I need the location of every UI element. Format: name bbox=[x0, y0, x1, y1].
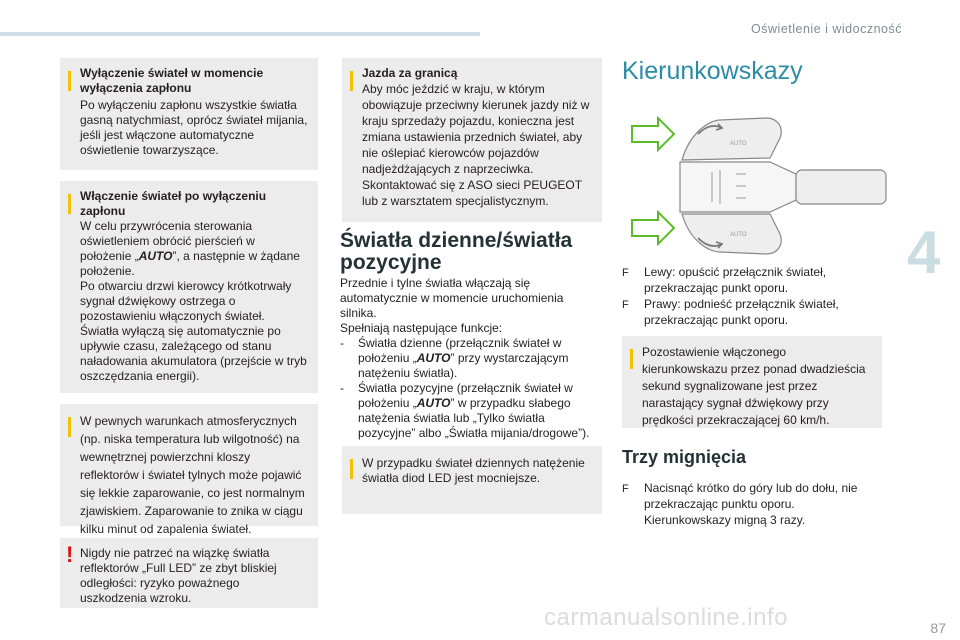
note-text: Po otwarciu drzwi kierowcy krótkotrwały sygnał dźwiękowy ostrzega o pozostawieniu włączonych świateł. bbox=[80, 279, 292, 323]
paragraph: Spełniają następujące funkcje: bbox=[340, 321, 503, 335]
chapter-number: 4 bbox=[907, 219, 941, 286]
list-item: F Lewy: opuścić przełącznik świateł, przekraczając punkt oporu. bbox=[622, 265, 827, 295]
heading-three-flashes: Trzy mignięcia bbox=[622, 447, 747, 467]
info-marker-icon bbox=[630, 349, 633, 369]
stalk-label: AUTO bbox=[730, 141, 747, 147]
note-box-turn-signal-buzzer bbox=[622, 336, 882, 428]
note-box-led-intensity bbox=[342, 446, 602, 514]
note-text: W celu przywrócenia sterowania oświetleniem obrócić pierścień w położenie „AUTO”, a następnie w żądane położenie. bbox=[80, 219, 300, 278]
stalk-label: AUTO bbox=[730, 232, 747, 238]
note-box-abroad bbox=[342, 58, 602, 222]
page-number: 87 bbox=[930, 620, 946, 636]
warning-text: Nigdy nie patrzeć na wiązkę światła reflektorów „Full LED” ze zbyt bliskiej odległości: ryzyko poważnego uszkodzenia wzroku. bbox=[80, 546, 277, 605]
note-text: W przypadku świateł dziennych natężenie światła diod LED jest mocniejsze. bbox=[362, 456, 585, 485]
list-item: - Światła dzienne (przełącznik świateł w położeniu „AUTO” przy wystarczającym natężeniu światła). bbox=[340, 336, 569, 380]
heading-daytime-lights: Światła dzienne/światła pozycyjne bbox=[340, 229, 573, 274]
heading-turn-signals: Kierunkowskazy bbox=[622, 57, 803, 85]
daytime-lights-body bbox=[340, 276, 602, 441]
note-box-lights-after-ignition bbox=[60, 181, 318, 393]
list-item: F Prawy: podnieść przełącznik świateł, przekraczając punkt oporu. bbox=[622, 297, 839, 327]
paragraph: Przednie i tylne światła włączają się automatycznie w momencie uruchomienia silnika. bbox=[340, 276, 564, 320]
arrow-up-right-icon bbox=[632, 118, 674, 150]
list-item: - Światła pozycyjne (przełącznik świateł w położeniu „AUTO” w przypadku słabego natężenia światła lub „Tylko światła pozycyjne” albo „Światła mijania/drogowe”). bbox=[340, 381, 590, 440]
turn-signal-instructions bbox=[622, 264, 890, 328]
note-box-fogging bbox=[60, 404, 318, 536]
turn-signal-stalk-illustration bbox=[620, 112, 890, 260]
section-title: Oświetlenie i widoczność bbox=[751, 22, 902, 36]
info-marker-icon bbox=[68, 417, 71, 437]
info-marker-icon bbox=[68, 71, 71, 91]
note-title: Jazda za granicą bbox=[362, 66, 458, 80]
list-item: F Nacisnąć krótko do góry lub do dołu, nie przekraczając punktu oporu. Kierunkowskazy migną 3 razy. bbox=[622, 481, 858, 527]
arrow-down-right-icon bbox=[632, 212, 674, 244]
note-title: Włączenie świateł po wyłączeniu zapłonu bbox=[80, 189, 267, 218]
info-marker-icon bbox=[68, 194, 71, 214]
note-text: Światła wyłączą się automatycznie po upływie czasu, zależącego od stanu naładowania akumulatora (przejście w tryb oszczędzania energii). bbox=[80, 324, 307, 383]
header-rule bbox=[0, 32, 480, 36]
note-title: Wyłączenie świateł w momencie wyłączenia zapłonu bbox=[80, 66, 264, 95]
watermark: carmanualsonline.info bbox=[544, 604, 788, 631]
note-text: Aby móc jeździć w kraju, w którym obowiązuje przeciwny kierunek jazdy niż w kraju sprzedaży pojazdu, konieczna jest zmiana ustawienia przednich świateł, aby nie oślepiać kierowców pojazdów nadjeżdżających z naprzeciwka. Skontaktować się z ASO sieci PEUGEOT lub z warsztatem specjalistycznym. bbox=[362, 82, 590, 208]
info-marker-icon bbox=[350, 459, 353, 479]
note-text: W pewnych warunkach atmosferycznych (np. niska temperatura lub wilgotność) na wewnętrznej powierzchni kloszy reflektorów i świateł tylnych może pojawić się lekkie zaparowanie, co jest normalnym zjawiskiem. Zaparowanie to znika w ciągu kilku minut od zapalenia świateł. bbox=[80, 414, 305, 536]
warning-icon: ! bbox=[66, 542, 74, 567]
info-marker-icon bbox=[350, 71, 353, 91]
stalk-icon bbox=[680, 118, 886, 254]
note-text: Pozostawienie włączonego kierunkowskazu przez ponad dwadzieścia sekund sygnalizowane jest przez narastający sygnał dźwiękowy przy prędkości przekraczającej 60 km/h. bbox=[642, 345, 866, 427]
warning-box-led bbox=[60, 538, 318, 608]
note-box-ignition-off bbox=[60, 58, 318, 170]
three-flashes-body bbox=[622, 480, 872, 528]
note-text: Po wyłączeniu zapłonu wszystkie światła gasną natychmiast, oprócz świateł mijania, jeśli jest włączone automatyczne oświetlenie towarzyszące. bbox=[80, 98, 308, 157]
